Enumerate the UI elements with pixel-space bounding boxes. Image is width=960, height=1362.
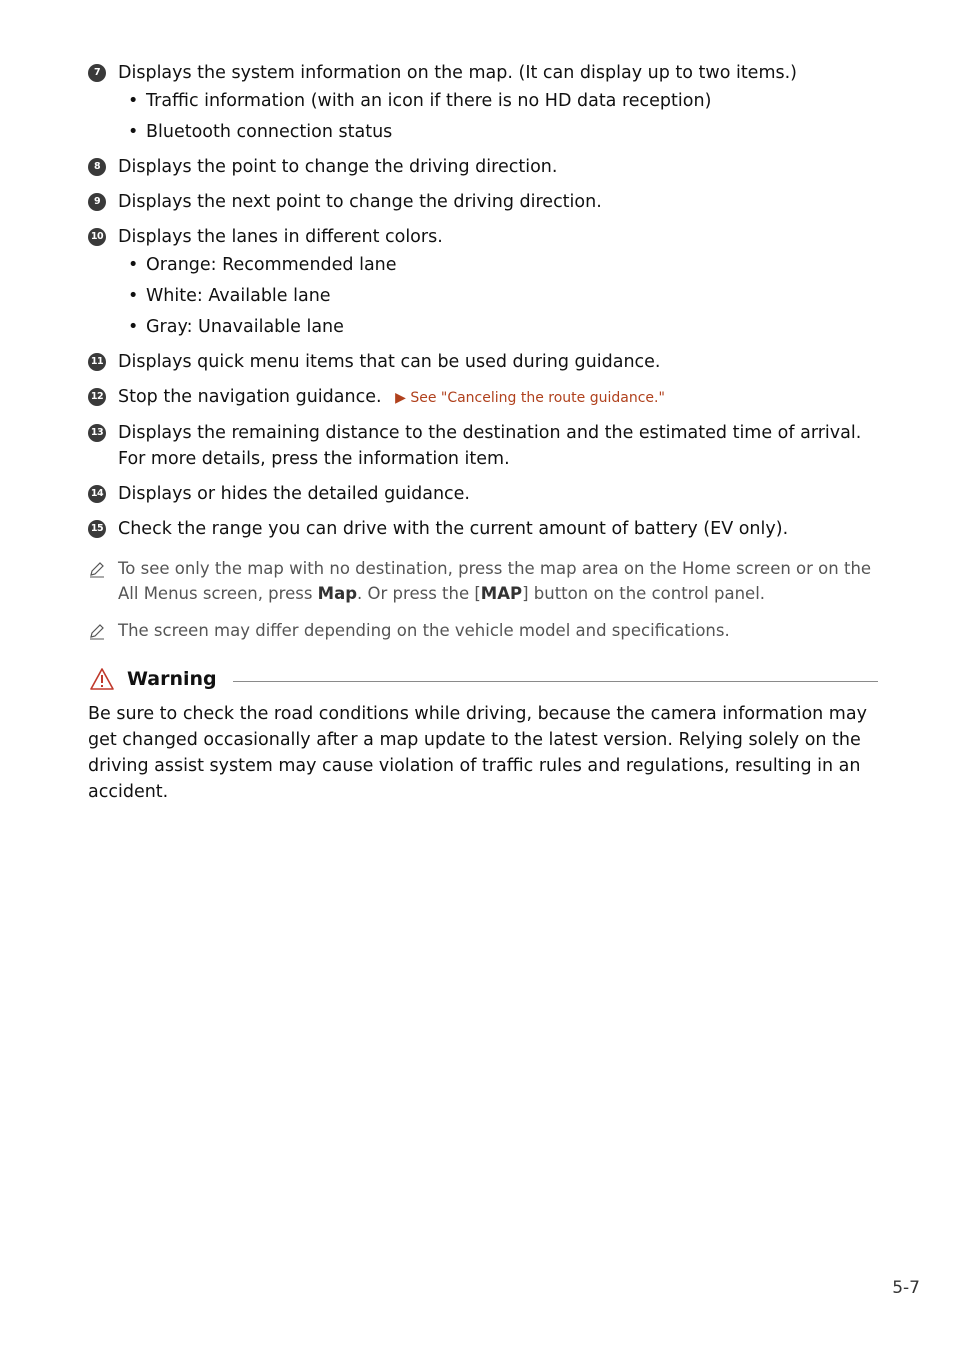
- pencil-note-icon: [88, 622, 106, 640]
- item-9: [88, 189, 878, 215]
- note-bold-map-button: MAP: [480, 584, 523, 603]
- content: [88, 60, 878, 805]
- item-text: Displays the next point to change the driving direction.: [118, 192, 602, 212]
- item-8: [88, 154, 878, 180]
- note-text: The screen may differ depending on the vehicle model and specifications.: [118, 621, 730, 640]
- item-number-badge: 7: [88, 64, 106, 82]
- note-bold-map: Map: [317, 584, 358, 603]
- bullet-item: • Bluetooth connection status: [118, 119, 878, 145]
- item-text: Displays the point to change the driving direction.: [118, 157, 558, 177]
- bullet-item: • Traffic information (with an icon if there is no HD data reception): [118, 88, 878, 114]
- bullet-item: • White: Available lane: [118, 283, 878, 309]
- item-number-badge: 8: [88, 158, 106, 176]
- item-11: [88, 349, 878, 375]
- item-text: Displays the lanes in different colors.: [118, 227, 443, 247]
- item-text: Displays quick menu items that can be used during guidance.: [118, 352, 661, 372]
- note-text: . Or press the [: [357, 584, 481, 603]
- note-text: ] button on the control panel.: [522, 584, 766, 603]
- warning-text: Be sure to check the road conditions while driving, because the camera information may get changed occasionally after a map update to the latest version. Relying solely on the driving assist system may cause violation of traffic rules and regulations, resulting in an accident.: [88, 704, 867, 802]
- warning-title: Warning: [127, 668, 217, 690]
- item-13: [88, 420, 878, 472]
- item-10: [88, 224, 878, 340]
- bullet-list: [118, 252, 878, 340]
- item-text: Displays the remaining distance to the destination and the estimated time of arrival. For more details, press the information item.: [118, 423, 862, 469]
- divider: [233, 681, 878, 682]
- item-text: Displays the system information on the map. (It can display up to two items.): [118, 63, 798, 83]
- cross-reference-link[interactable]: ▶ See "Canceling the route guidance.": [395, 390, 665, 406]
- note-text: To see only the map with no destination, press the map area on the Home screen or on the All Menus screen, press: [118, 559, 872, 603]
- bullet-list: [118, 88, 878, 145]
- item-7: [88, 60, 878, 145]
- warning-header: [88, 665, 878, 693]
- pencil-note-icon: [88, 560, 106, 578]
- item-number-badge: 9: [88, 193, 106, 211]
- item-text: Check the range you can drive with the current amount of battery (EV only).: [118, 519, 789, 539]
- item-number-badge: 12: [88, 388, 106, 406]
- item-number-badge: 13: [88, 424, 106, 442]
- item-14: [88, 481, 878, 507]
- note-screen-differs: [88, 618, 878, 643]
- item-number-badge: 15: [88, 520, 106, 538]
- warning-triangle-icon: [89, 667, 115, 691]
- bullet-item: • Orange: Recommended lane: [118, 252, 878, 278]
- item-text: Displays or hides the detailed guidance.: [118, 484, 470, 504]
- item-15: [88, 516, 878, 542]
- item-number-badge: 14: [88, 485, 106, 503]
- page-number: 5-7: [892, 1278, 920, 1298]
- note-map-only: [88, 556, 878, 606]
- item-text: Stop the navigation guidance.: [118, 387, 382, 407]
- item-12: [88, 384, 878, 411]
- bullet-item: • Gray: Unavailable lane: [118, 314, 878, 340]
- item-number-badge: 11: [88, 353, 106, 371]
- item-number-badge: 10: [88, 228, 106, 246]
